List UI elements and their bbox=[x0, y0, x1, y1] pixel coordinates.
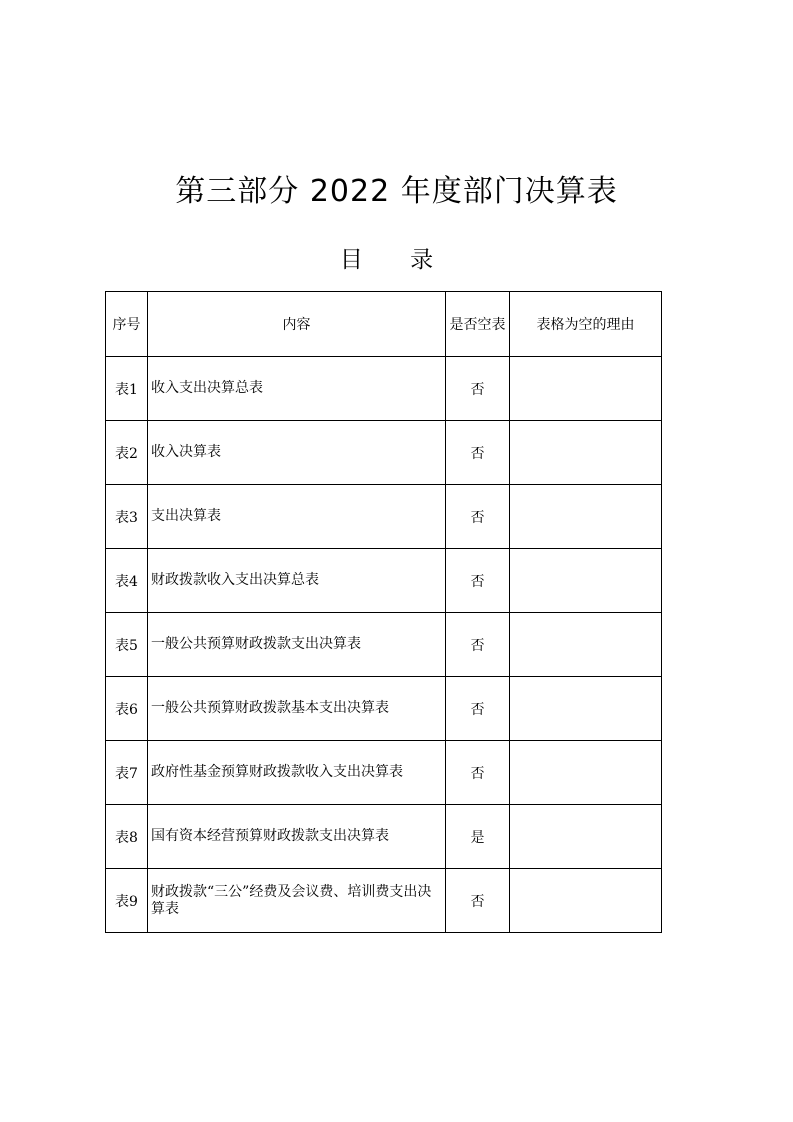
header-content: 内容 bbox=[148, 292, 446, 357]
row-content: 收入支出决算总表 bbox=[148, 357, 446, 421]
table-row bbox=[106, 421, 662, 485]
table-row bbox=[106, 613, 662, 677]
row-no: 表9 bbox=[106, 869, 148, 933]
row-reason bbox=[510, 805, 662, 869]
row-is-empty: 否 bbox=[446, 549, 510, 613]
row-reason bbox=[510, 485, 662, 549]
header-reason: 表格为空的理由 bbox=[510, 292, 662, 357]
row-is-empty: 否 bbox=[446, 357, 510, 421]
row-is-empty: 否 bbox=[446, 677, 510, 741]
row-content: 一般公共预算财政拨款基本支出决算表 bbox=[148, 677, 446, 741]
row-is-empty: 否 bbox=[446, 741, 510, 805]
page-title: 第三部分 2022 年度部门决算表 bbox=[175, 174, 618, 209]
row-content: 财政拨款收入支出决算总表 bbox=[148, 549, 446, 613]
table-header-row bbox=[106, 292, 662, 357]
row-is-empty: 否 bbox=[446, 869, 510, 933]
row-content: 财政拨款“三公”经费及会议费、培训费支出决算表 bbox=[148, 869, 446, 933]
row-reason bbox=[510, 613, 662, 677]
row-no: 表3 bbox=[106, 485, 148, 549]
row-reason bbox=[510, 549, 662, 613]
row-content: 国有资本经营预算财政拨款支出决算表 bbox=[148, 805, 446, 869]
row-no: 表8 bbox=[106, 805, 148, 869]
row-reason bbox=[510, 677, 662, 741]
table-row bbox=[106, 869, 662, 933]
row-is-empty: 是 bbox=[446, 805, 510, 869]
row-no: 表1 bbox=[106, 357, 148, 421]
row-no: 表4 bbox=[106, 549, 148, 613]
row-content: 支出决算表 bbox=[148, 485, 446, 549]
table-row bbox=[106, 741, 662, 805]
row-reason bbox=[510, 357, 662, 421]
row-content: 一般公共预算财政拨款支出决算表 bbox=[148, 613, 446, 677]
header-no: 序号 bbox=[106, 292, 148, 357]
row-no: 表6 bbox=[106, 677, 148, 741]
row-no: 表5 bbox=[106, 613, 148, 677]
row-is-empty: 否 bbox=[446, 613, 510, 677]
header-is-empty: 是否空表 bbox=[446, 292, 510, 357]
table-row bbox=[106, 805, 662, 869]
row-content: 收入决算表 bbox=[148, 421, 446, 485]
row-reason bbox=[510, 869, 662, 933]
row-no: 表7 bbox=[106, 741, 148, 805]
row-content: 政府性基金预算财政拨款收入支出决算表 bbox=[148, 741, 446, 805]
row-is-empty: 否 bbox=[446, 485, 510, 549]
row-is-empty: 否 bbox=[446, 421, 510, 485]
table-row bbox=[106, 677, 662, 741]
table-row bbox=[106, 357, 662, 421]
table-row bbox=[106, 485, 662, 549]
toc-subtitle: 目 录 bbox=[339, 247, 454, 273]
row-reason bbox=[510, 421, 662, 485]
row-reason bbox=[510, 741, 662, 805]
row-no: 表2 bbox=[106, 421, 148, 485]
toc-table bbox=[105, 291, 662, 933]
table-row bbox=[106, 549, 662, 613]
